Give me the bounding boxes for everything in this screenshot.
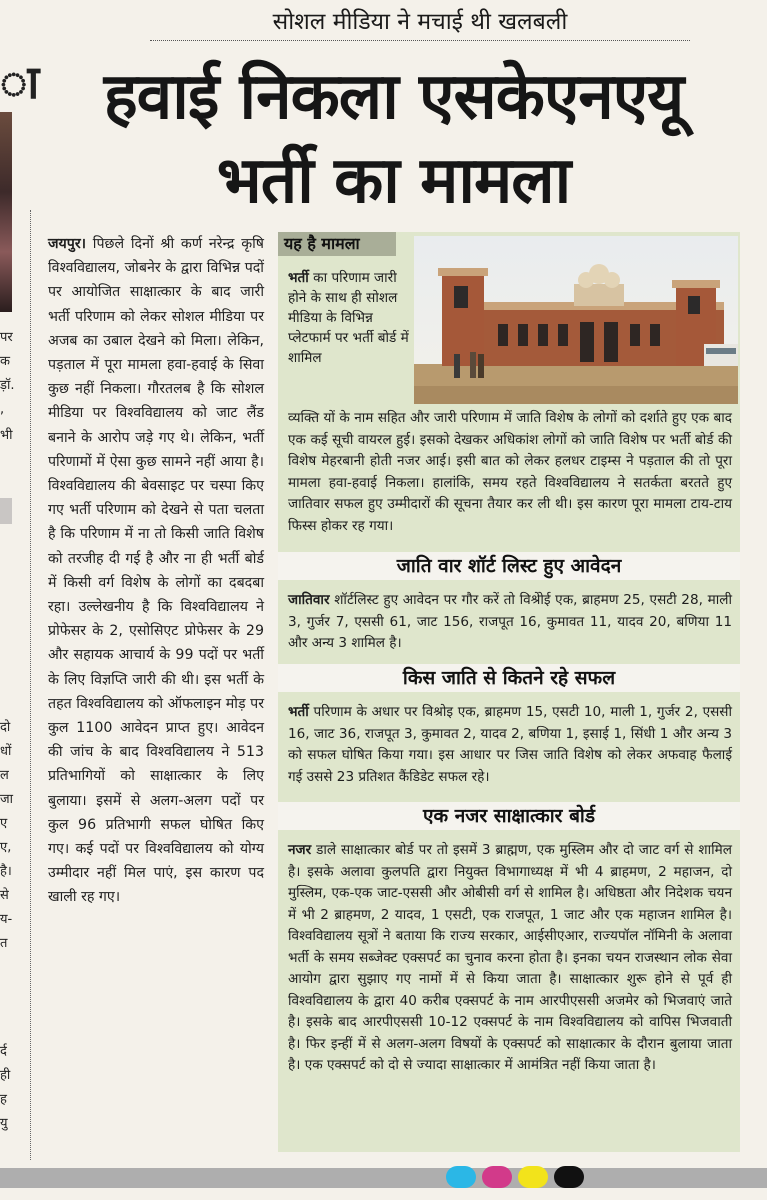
register-mark-cyan (446, 1166, 476, 1188)
column-rule (30, 210, 31, 1160)
dateline: जयपुर। (48, 236, 86, 252)
box-intro-long: व्यक्ति यों के नाम सहित और जारी परिणाम में जाति विशेष के लोगों को दर्शाते हुए एक बाद एक कई सूची वायरल हुई। इसको देखकर अधिकांश लोगों को जाति विशेष पर भर्ती बोर्ड की विशेष मेहरबानी होती नजर आई। इसी बात को लेकर हलधर टाइम्स ने पड़ताल की तो पूरा मामला हवा-हवाई निकला। हालांकि, समय रहते विश्वविद्यालय ने सतर्कता बरतते हुए जातिवार सफल हुए उम्मीदारों की सूचना तैयार कर ली थी। इस कारण पूरा मामला टाय-टाय फिस्स होकर रह गया। (288, 410, 732, 534)
main-article-body (48, 232, 264, 910)
section-body: परिणाम के अधार पर विश्रोइ एक, ब्राहमण 15, एसटी 10, माली 1, गुर्जर 2, एससी 16, जाट 36, राजपूत 3, कुमावत 2, यादव 2, बणिया 1, इसाई 1, सिंधी 1 और अन्य 3 को सफल घोषित किया गया। इस आधार पर जिस जाति विशेष को लेकर अफवाह फैलाई गई उससे 23 प्रतिशत कैंडिडेट सफल रहे। (288, 704, 732, 785)
gutter-fragment: , (0, 402, 5, 417)
section-lead: नजर (288, 842, 312, 858)
box-intro-text: का परिणाम जारी होने के साथ ही सोशल मीडिया के विभिन्न प्लेटफार्म पर भर्ती बोर्ड में शामिल (288, 270, 409, 366)
gutter-fragment: जा (0, 792, 14, 807)
gutter-fragment: दो (0, 720, 11, 735)
section-heading: किस जाति से कितने रहे सफल (278, 664, 740, 692)
headline-line-1: हवाई निकला एसकेएनएयू (103, 60, 684, 134)
section-lead: जातिवार (288, 592, 330, 608)
gutter-fragment: पर (0, 330, 13, 345)
section-body: डाले साक्षात्कार बोर्ड पर तो इसमें 3 ब्राह्मण, एक मुस्लिम और दो जाट वर्ग से शामिल है। इसके अलावा कुलपति द्वारा नियुक्त विभागाध्यक्ष में भी 4 ब्राहमण, 2 महाजन, दो मुस्लिम, एक-एक जाट-एससी और ओबीसी वर्ग से शामिल है। अधिष्ठता और निदेशक चयन में भी 2 ब्राहमण, 2 यादव, 1 एसटी, एक राजपूत, 1 जाट और एक महाजन शामिल है। विश्वविद्यालय सूत्रों ने बताया कि राज्य सरकार, आईसीएआर, राज्यपॉल नॉमिनी के अलावा भर्ती के समय सब्जेक्ट एक्सपर्ट का चुनाव करना होता है। इनका चयन राजस्थान लोक सेवा आयोग द्वारा सुझाए गए नामों में से किया जाता है। साक्षात्कार शुरू होने से पूर्व ही विश्वविद्यालय के द्वारा 40 करीब एक्सपर्ट के नाम आरपीएससी अजमेर को भिजवाएं जाते है। इसके बाद आरपीएससी 10-12 एक्सपर्ट के नाम विश्वविद्यालय को वापिस भिजवाती है। फिर इन्हीं में से अलग-अलग विषयों के एक्सपर्ट को साक्षात्कार के दौरान बुलाया जाता है। एक एक्सपर्ट को दो से ज्यादा साक्षात्कार में आमंत्रित नहीं किया जाता है। (288, 842, 732, 1073)
register-mark-black (554, 1166, 584, 1188)
neighbour-photo-fragment (0, 112, 12, 312)
section-text (288, 590, 732, 655)
box-intro-short (288, 268, 410, 368)
neighbour-article-fragment (0, 0, 40, 1170)
kicker: सोशल मीडिया ने मचाई थी खलबली (272, 9, 568, 35)
gutter-fragment: धों (0, 744, 12, 759)
gutter-fragment: र्द (0, 1044, 7, 1059)
gutter-fragment: ही (0, 1068, 11, 1083)
section-lead: भर्ती (288, 704, 309, 720)
gutter-fragment: से (0, 888, 9, 903)
kicker-divider (150, 40, 690, 41)
gutter-fragment: क (0, 354, 10, 369)
gutter-fragment: भी (0, 428, 13, 443)
gutter-fragment: ड़ॉ. (0, 378, 15, 393)
print-register-strip (0, 1168, 767, 1188)
neighbour-headline-fragment: ा (0, 55, 40, 109)
article-text: पिछले दिनों श्री कर्ण नरेन्द्र कृषि विश्वविद्यालय, जोबनेर के द्वारा विभिन्न पदों पर आयोजित साक्षात्कार के बाद जारी भर्ती परिणाम को लेकर सोशल मीडिया पर अजब का उबाल देखने को मिला। लेकिन, पड़ताल में पूरा मामला हवा-हवाई के सिवा कुछ नहीं निकला। गौरतलब है कि सोशल मीडिया पर विश्वविद्यालय को जाट लैंड बनाने के आरोप जड़े गए थे। लेकिन, भर्ती परिणामों में ऐसा कुछ सामने नहीं आया है। विश्वविद्यालय की बेवसाइट पर चस्पा किए गए भर्ती परिणाम को देखने से पता चलता है कि परिणाम में ना तो किसी जाति विशेष को तरजीह दी गई है और ना ही भर्ती बोर्ड में किसी वर्ग विशेष के लोगों का दबदबा रहा। उल्लेखनीय है कि विश्वविद्यालय ने प्रोफेसर के 2, एसोसिएट प्रोफेसर के 29 और सहायक आचार्य के 99 पदों पर भर्ती के लिए विज्ञप्ति जारी की थी। इस भर्ती के तहत विश्वविद्यालय को ऑफलाइन मोड़ पर कुल 1100 आवेदन प्राप्त हुए। आवेदन की जांच के बाद विश्वविद्यालय ने 513 प्रतिभागियों को साक्षात्कार के लिए बुलाया। इसमें से अलग-अलग पदों पर कुल 96 प्रतिभागी सफल घोषित किए गए। कई पदों पर विश्वविद्यालय को योग्य उम्मीदार नहीं मिल पाएं, इस कारण पद खाली रह गए। (48, 236, 265, 906)
section-heading: एक नजर साक्षात्कार बोर्ड (278, 802, 740, 830)
headline-line-2: भर्ती का मामला (216, 144, 571, 218)
gutter-fragment: है। (0, 864, 12, 879)
gutter-fragment: त (0, 936, 8, 951)
building-photo (414, 236, 738, 404)
gutter-fragment: य- (0, 912, 13, 927)
section-text (288, 840, 732, 1077)
neighbour-gray-block (0, 498, 12, 524)
info-box-title: यह है मामला (278, 232, 396, 256)
gutter-fragment: ह (0, 1092, 7, 1107)
section-body: शॉर्टलिस्ट हुए आवेदन पर गौर करें तो विश्रेोई एक, ब्राहमण 25, एसटी 28, माली 3, गुर्जर 7, एससी 61, जाट 156, राजपूत 16, कुमावत 11, यादव 20, बणिया 11 और अन्य 3 शामिल है। (288, 592, 732, 651)
gutter-fragment: ए, (0, 840, 12, 855)
section-heading: जाति वार शॉर्ट लिस्ट हुए आवेदन (278, 552, 740, 580)
register-mark-magenta (482, 1166, 512, 1188)
gutter-fragment: ए (0, 816, 8, 831)
section-text (288, 702, 732, 788)
gutter-fragment: यु (0, 1116, 8, 1131)
gutter-fragment: ल (0, 768, 9, 783)
box-intro-lead: भर्ती (288, 270, 309, 286)
register-mark-yellow (518, 1166, 548, 1188)
